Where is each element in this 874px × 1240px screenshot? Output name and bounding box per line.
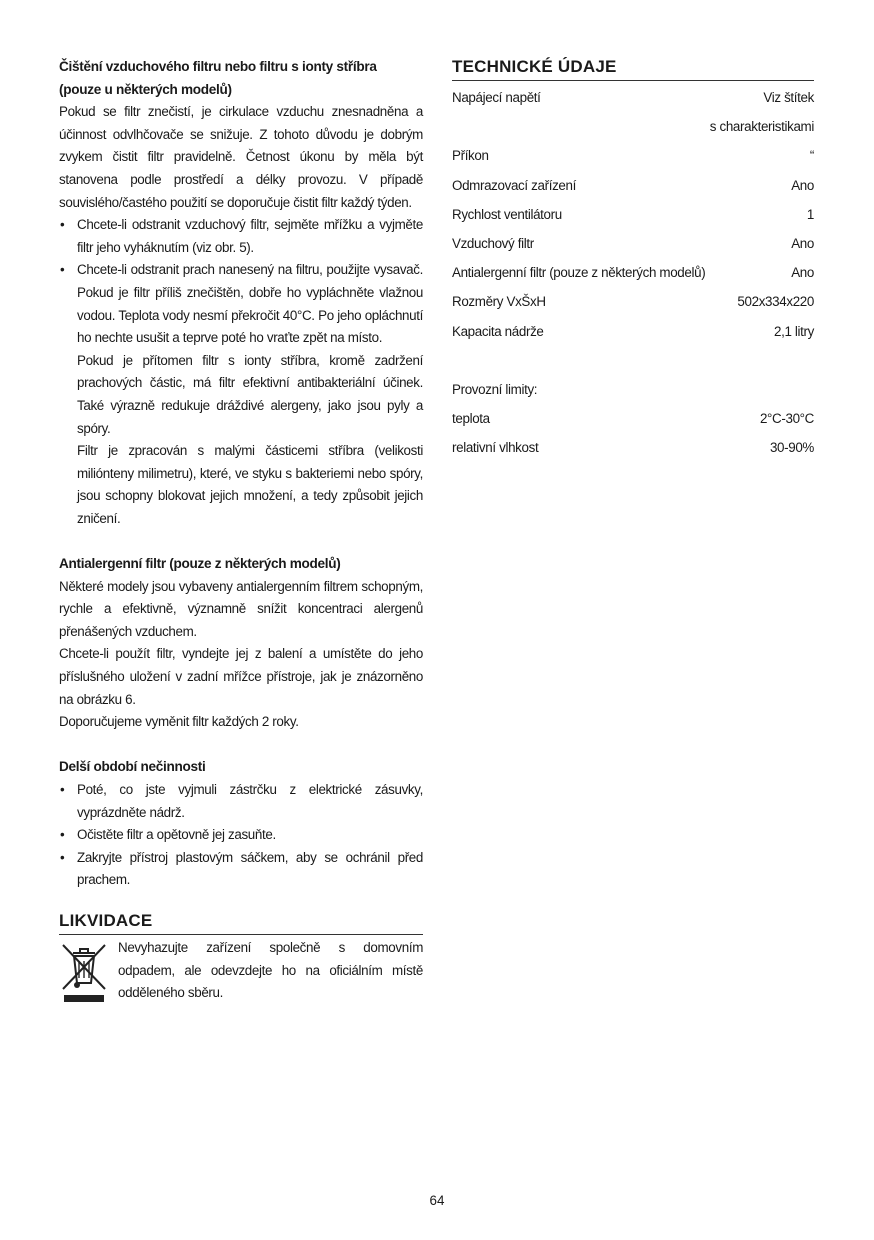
spec-value: Ano <box>791 177 814 193</box>
spec-row-voltage-cont <box>452 116 814 145</box>
limit-label: relativní vlhkost <box>452 440 539 456</box>
spacer <box>452 350 814 379</box>
limit-label: teplota <box>452 410 490 426</box>
inactivity-heading: Delší období nečinnosti <box>59 759 206 775</box>
spec-value: 1 <box>806 206 814 222</box>
disposal-heading: LIKVIDACE <box>59 910 423 935</box>
technical-data-heading: TECHNICKÉ ÚDAJE <box>452 56 814 81</box>
antiallergen-paragraph-1: Některé modely jsou vybaveny antialergenním filtrem schopným, rychle a efektivně, významně snížit koncentraci alergenů přenášených vzduchem. <box>59 578 423 639</box>
limits-heading: Provozní limity: <box>452 381 538 397</box>
spec-label: Rychlost ventilátoru <box>452 206 562 222</box>
left-column <box>59 56 423 1005</box>
spec-row-antiallergen <box>452 262 814 291</box>
antiallergen-paragraph-2: Chcete-li použít filtr, vyndejte jej z balení a umístěte do jeho příslušného uložení v zadní mřížce přístroje, jak je znázorněno na obrázku 6. <box>59 646 423 707</box>
spec-label: Vzduchový filtr <box>452 235 534 251</box>
spec-value: 2,1 litry <box>773 323 814 339</box>
silver-particles-paragraph: Filtr je zpracován s malými částicemi stříbra (velikosti miliónteny milimetru), které, ve styku s bakteriemi nebo spóry, jsou schopny blokovat jejich množení, a tedy způsobit jejich zničení. <box>77 443 423 526</box>
spec-value: 502x334x220 <box>737 294 814 310</box>
spacer <box>59 530 423 553</box>
specs-table <box>452 87 814 466</box>
spec-row-tank <box>452 321 814 350</box>
spec-value: Ano <box>791 265 814 281</box>
spec-label: Příkon <box>452 148 489 164</box>
right-column <box>452 56 814 466</box>
spec-label: Rozměry VxŠxH <box>452 294 546 310</box>
list-item: • Chcete-li odstranit vzduchový filtr, sejměte mřížku a vyjměte filtr jeho vyháknutím (viz obr. 5). <box>59 214 423 259</box>
disposal-block <box>59 937 423 1005</box>
spec-label: Kapacita nádrže <box>452 323 544 339</box>
filter-cleaning-heading-line2: (pouze u některých modelů) <box>59 81 232 97</box>
antiallergen-paragraph-3: Doporučujeme vyměnit filtr každých 2 roky. <box>59 714 299 730</box>
antiallergen-heading: Antialergenní filtr (pouze z některých modelů) <box>59 556 341 572</box>
spec-value: s charakteristikami <box>709 119 814 135</box>
list-item: • Zakryjte přístroj plastovým sáčkem, aby se ochránil před prachem. <box>59 847 423 892</box>
spacer <box>59 892 423 910</box>
spec-value: Viz štítek <box>763 90 814 105</box>
limits-heading-row <box>452 379 814 408</box>
spacer <box>59 734 423 757</box>
spec-label: Odmrazovací zařízení <box>452 177 576 193</box>
spec-row-power <box>452 145 814 174</box>
filter-cleaning-heading-line1: Čištění vzduchového filtru nebo filtru s ionty stříbra <box>59 59 377 74</box>
limit-row-temperature <box>452 408 814 437</box>
limit-value: 2°C-30°C <box>759 410 814 426</box>
silver-ion-paragraph: Pokud je přítomen filtr s ionty stříbra, kromě zadržení prachových částic, má filtr efektivní antibakteriální účinek. Také výrazně redukuje dráždivé alergeny, jako jsou pyly a spóry. <box>77 352 423 436</box>
limit-row-humidity <box>452 437 814 466</box>
list-item: • Očistěte filtr a opětovně jej zasuňte. <box>59 824 423 847</box>
filter-cleaning-list <box>59 214 423 350</box>
spec-row-air-filter <box>452 233 814 262</box>
list-item: • Poté, co jste vyjmuli zástrčku z elektrické zásuvky, vyprázdněte nádrž. <box>59 779 423 824</box>
spec-value: Ano <box>791 235 814 251</box>
inactivity-list <box>59 779 423 892</box>
spec-label: Napájecí napětí <box>452 90 541 105</box>
disposal-text: Nevyhazujte zařízení společně s domovním odpadem, ale odevzdejte ho na oficiálním místě odděleného sběru. <box>118 939 423 1001</box>
spec-label: Antialergenní filtr (pouze z některých modelů) <box>452 265 706 281</box>
crossed-out-wheelie-bin-icon <box>59 939 109 1003</box>
spec-row-fan-speed <box>452 204 814 233</box>
spec-row-defrost <box>452 175 814 204</box>
list-item: • Chcete-li odstranit prach nanesený na filtru, použijte vysavač. Pokud je filtr příliš znečištěn, dobře ho vypláchněte vlažnou vodou. Teplota vody nesmí překročit 40°C. Po jeho opláchnutí ho nechte usušit a teprve poté ho vraťte zpět na místo. <box>59 259 423 349</box>
page-number: 64 <box>429 1193 445 1208</box>
spec-row-dimensions <box>452 291 814 320</box>
spec-value: “ <box>809 148 814 164</box>
limit-value: 30-90% <box>769 440 814 456</box>
spec-row-voltage <box>452 87 814 116</box>
filter-cleaning-paragraph: Pokud se filtr znečistí, je cirkulace vzduchu znesnadněna a účinnost odvlhčovače se snižuje. Z tohoto důvodu je dobrým zvykem čistit filtr pravidelně. Četnost úkonu by měla být stanovena podle prostředí a délky provozu. V případě souvislého/častého použití se doporučuje čistit filtr každý týden. <box>59 104 423 210</box>
filter-cleaning-heading <box>59 56 423 101</box>
